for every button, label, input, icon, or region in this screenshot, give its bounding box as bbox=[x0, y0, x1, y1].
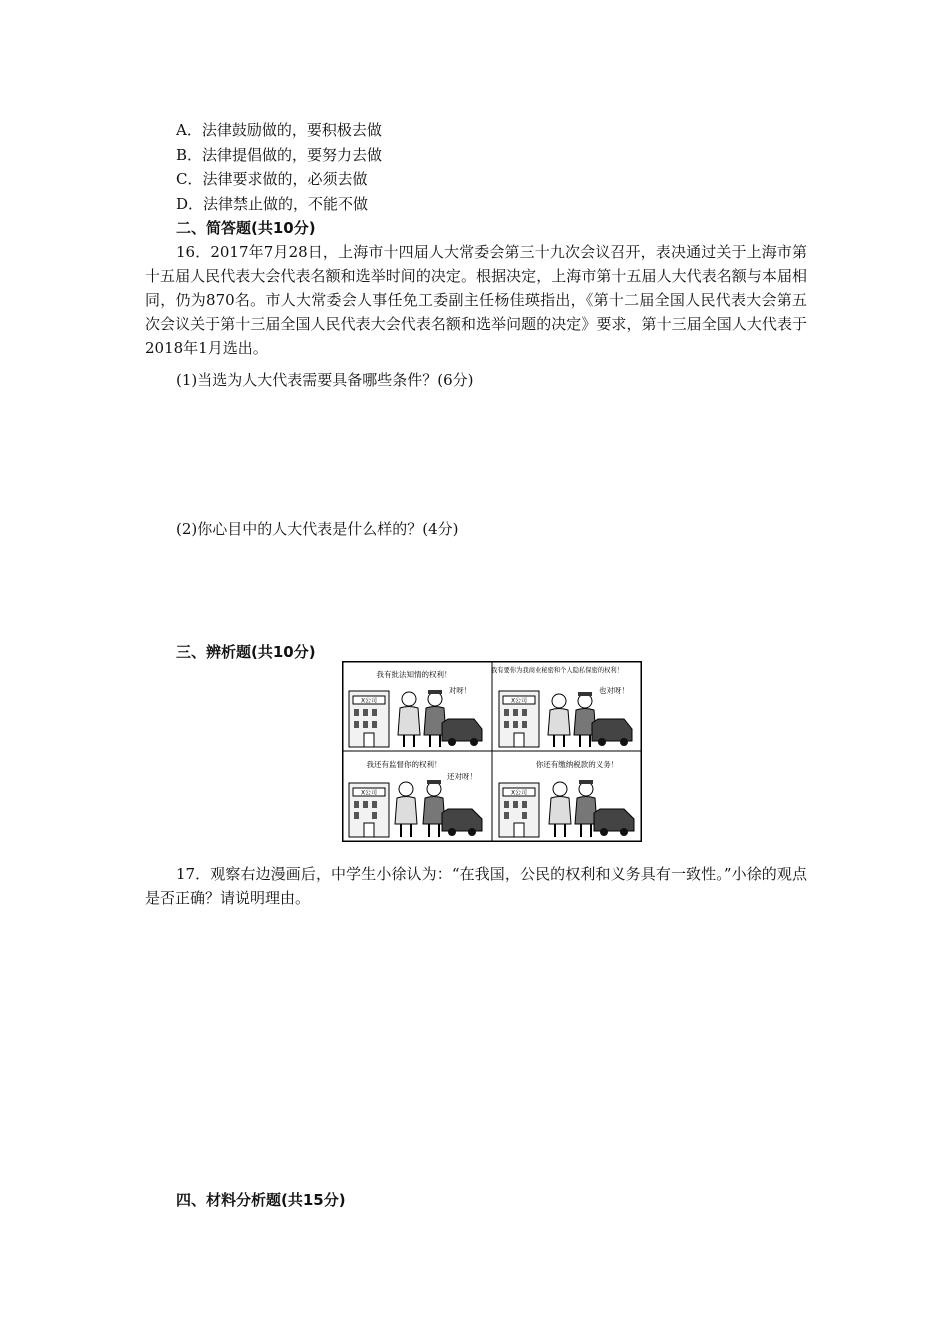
building-sign-2: X公司 bbox=[510, 697, 528, 705]
option-a: A．法律鼓励做的，要积极去做 bbox=[176, 121, 382, 139]
building-sign-1: X公司 bbox=[360, 697, 378, 705]
rights-duties-cartoon bbox=[342, 661, 642, 842]
option-b: B．法律提倡做的，要努力去做 bbox=[176, 146, 383, 164]
panel-2-speech: 我有要你为我商业秘密和个人隐私保密的权利！ bbox=[491, 666, 628, 674]
building-sign-3: X公司 bbox=[360, 789, 378, 797]
building-sign-4: X公司 bbox=[510, 789, 528, 797]
question-17-text: 17．观察右边漫画后，中学生小徐认为：“在我国，公民的权利和义务具有一致性。”小徐的观点是否正确？请说明理由。 bbox=[145, 865, 807, 907]
section-3-title: 三、辨析题(共10分) bbox=[176, 643, 316, 661]
panel-4-speech: 你还有缴纳税款的义务！ bbox=[535, 760, 619, 769]
question-16-stem bbox=[145, 240, 807, 360]
panel-3-reply: 还对呀！ bbox=[447, 772, 477, 781]
question-16-text: 16．2017年7月28日，上海市十四届人大常委会第三十九次会议召开，表决通过关于上海市第十五届人民代表大会代表名额和选举时间的决定。根据决定，上海市第十五届人大代表名额与本届相同，仍为870名。市人大常委会人事任免工委副主任杨佳瑛指出，《第十二届全国人民代表大会第五次会议关于第十三届全国人民代表大会代表名额和选举问题的决定》要求，第十三届全国人大代表于2018年1月选出。 bbox=[145, 243, 807, 357]
panel-3-speech: 我还有监督你的权利！ bbox=[366, 760, 442, 769]
option-c: C．法律要求做的，必须去做 bbox=[176, 170, 368, 188]
section-4-title: 四、材料分析题(共15分) bbox=[176, 1191, 346, 1209]
option-d: D．法律禁止做的，不能不做 bbox=[176, 195, 369, 213]
panel-1-speech: 我有批法知情的权利！ bbox=[376, 670, 452, 679]
section-2-title: 二、简答题(共10分) bbox=[176, 219, 316, 237]
panel-1-reply: 对呀！ bbox=[448, 686, 472, 695]
question-16-part-1: (1)当选为人大代表需要具备哪些条件？(6分) bbox=[176, 371, 474, 389]
question-17-stem bbox=[145, 862, 807, 910]
question-16-part-2: (2)你心目中的人大代表是什么样的？(4分) bbox=[176, 520, 459, 538]
panel-2-reply: 也对呀！ bbox=[599, 686, 629, 695]
